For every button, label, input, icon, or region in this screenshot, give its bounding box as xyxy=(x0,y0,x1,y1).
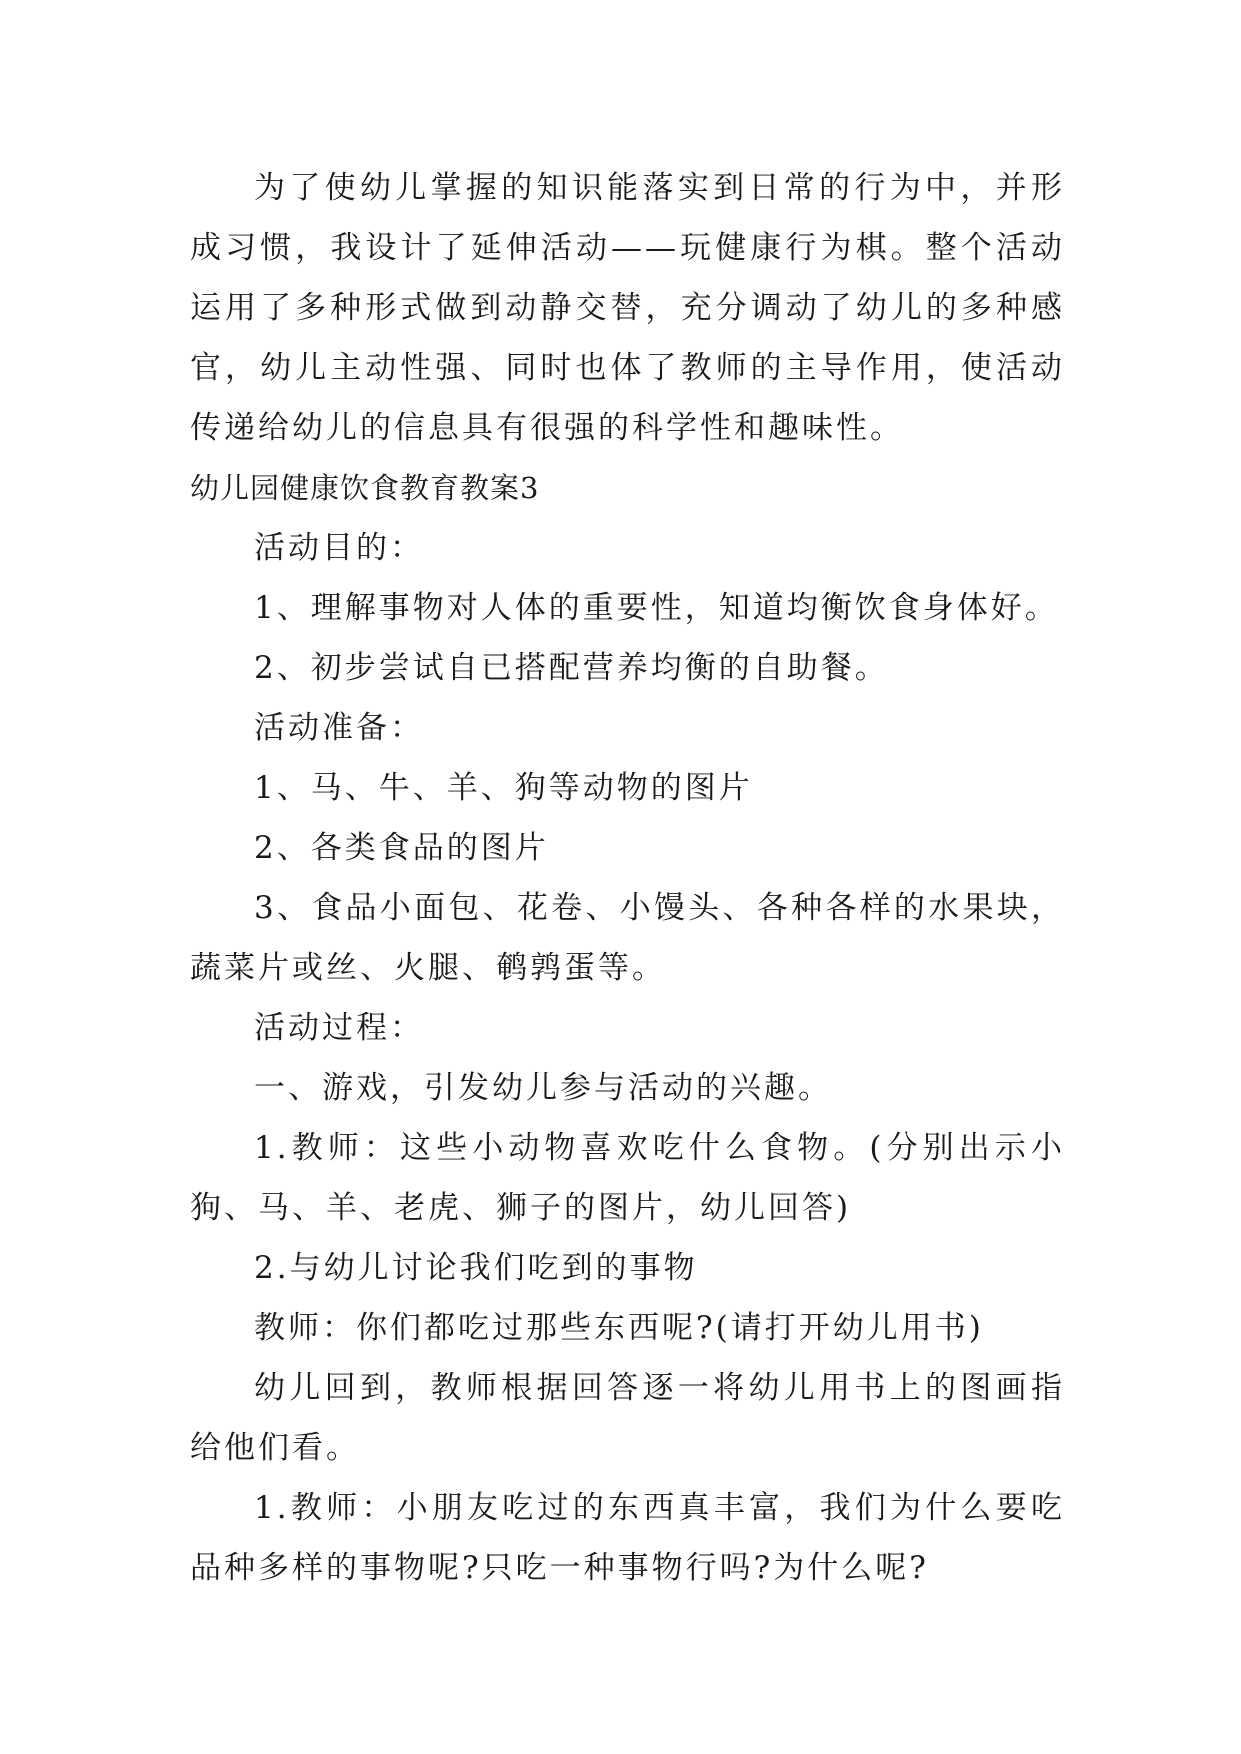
preparation-item-1: 1、马、牛、羊、狗等动物的图片 xyxy=(254,770,753,806)
process-substep-1: 1.教师：这些小动物喜欢吃什么食物。(分别出示小狗、马、羊、老虎、狮子的图片，幼儿回答) xyxy=(190,1130,1065,1226)
preparation-item-2: 2、各类食品的图片 xyxy=(254,830,549,866)
process-substep-1b: 1.教师：小朋友吃过的东西真丰富，我们为什么要吃品种多样的事物呢?只吃一种事物行吗?为什么呢? xyxy=(190,1490,1065,1586)
process-step-1: 一、游戏，引发幼儿参与活动的兴趣。 xyxy=(254,1070,832,1106)
goal-item-2: 2、初步尝试自已搭配营养均衡的自助餐。 xyxy=(254,650,889,686)
process-substep-2: 2.与幼儿讨论我们吃到的事物 xyxy=(254,1250,698,1286)
preparation-item-3: 3、食品小面包、花卷、小馒头、各种各样的水果块，蔬菜片或丝、火腿、鹌鹑蛋等。 xyxy=(190,890,1065,986)
paragraph-reflection: 为了使幼儿掌握的知识能落实到日常的行为中，并形成习惯，我设计了延伸活动——玩健康行为棋。整个活动运用了多种形式做到动静交替，充分调动了幼儿的多种感官，幼儿主动性强、同时也体了教师的主导作用，使活动传递给幼儿的信息具有很强的科学性和趣味性。 xyxy=(190,170,1065,446)
heading-activity-process: 活动过程： xyxy=(254,1010,424,1046)
child-response: 幼儿回到，教师根据回答逐一将幼儿用书上的图画指给他们看。 xyxy=(190,1370,1065,1466)
teacher-question: 教师：你们都吃过那些东西呢?(请打开幼儿用书) xyxy=(254,1310,984,1346)
heading-activity-preparation: 活动准备： xyxy=(254,710,424,746)
document-page xyxy=(190,158,1065,1598)
heading-activity-goals: 活动目的： xyxy=(254,530,424,566)
section-title: 幼儿园健康饮食教育教案3 xyxy=(190,471,540,505)
goal-item-1: 1、理解事物对人体的重要性，知道均衡饮食身体好。 xyxy=(254,590,1059,626)
